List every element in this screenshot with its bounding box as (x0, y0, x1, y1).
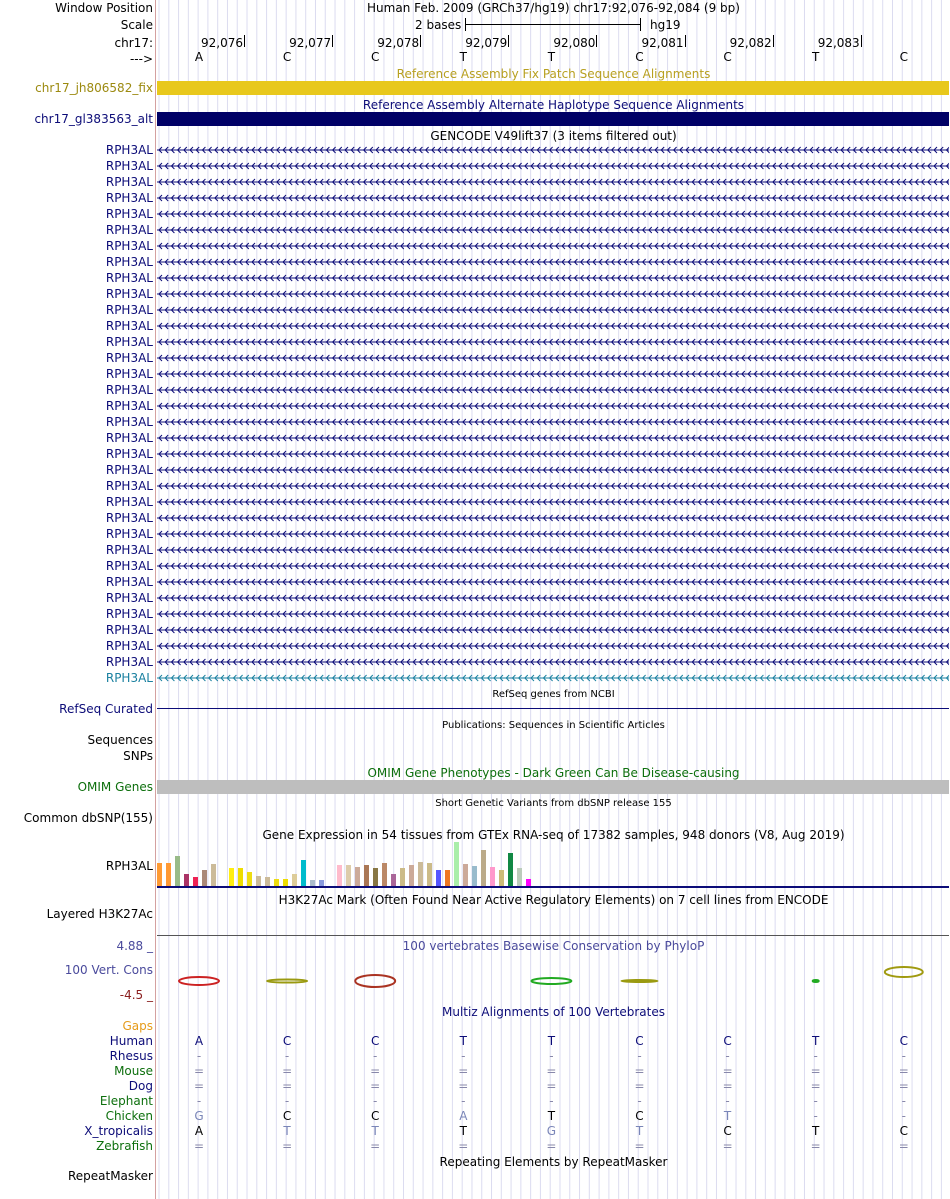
multiz-aligned-base: C (370, 1034, 380, 1048)
gencode-transcript-label[interactable]: RPH3AL (105, 367, 153, 381)
gencode-transcript-line[interactable] (157, 319, 949, 333)
omim-gene-bar[interactable] (157, 780, 949, 794)
multiz-aligned-base: T (371, 1124, 379, 1138)
gtex-tissue-bar[interactable] (247, 872, 252, 886)
multiz-species-label[interactable]: Elephant (99, 1094, 153, 1108)
gencode-transcript-line[interactable] (157, 463, 949, 477)
gtex-tissue-bar[interactable] (175, 856, 180, 886)
gencode-transcript-line[interactable] (157, 559, 949, 573)
gencode-transcript-label[interactable]: RPH3AL (105, 623, 153, 637)
reference-base: C (635, 50, 644, 64)
h3k27ac-track-title[interactable]: H3K27Ac Mark (Often Found Near Active Regulatory Elements) on 7 cell lines from ENCODE (278, 893, 829, 907)
gtex-tissue-bar[interactable] (400, 868, 405, 886)
gtex-track-title[interactable]: Gene Expression in 54 tissues from GTEx RNA-seq of 17382 samples, 948 donors (V8, Aug 2019) (262, 828, 845, 842)
multiz-aligned-base: = (722, 1079, 733, 1093)
ruler-position-label: 92,081 (641, 36, 684, 50)
multiz-aligned-base: C (282, 1034, 292, 1048)
reference-base: T (459, 50, 467, 64)
multiz-aligned-base: C (282, 1109, 292, 1123)
multiz-aligned-base: T (635, 1124, 644, 1138)
multiz-aligned-base: = (810, 1139, 821, 1153)
gencode-transcript-line[interactable] (157, 447, 949, 461)
strand-label: ---> (129, 52, 153, 66)
gencode-transcript-label[interactable]: RPH3AL (105, 607, 153, 621)
multiz-aligned-base: - (196, 1094, 202, 1108)
multiz-aligned-base: = (282, 1064, 293, 1078)
gencode-transcript-label[interactable]: RPH3AL (105, 495, 153, 509)
multiz-aligned-base: = (634, 1139, 645, 1153)
gtex-tissue-bar[interactable] (256, 876, 261, 886)
multiz-aligned-base: - (813, 1109, 818, 1123)
h3k27ac-baseline (157, 935, 949, 936)
phylop-track-title[interactable]: 100 vertebrates Basewise Conservation by PhyloP (402, 939, 705, 953)
gencode-transcript-label[interactable]: RPH3AL (105, 207, 153, 221)
multiz-gaps-label[interactable]: Gaps (122, 1019, 153, 1033)
chrom-label: chr17: (114, 36, 153, 50)
gencode-transcript-line[interactable] (157, 415, 949, 429)
multiz-aligned-base: T (547, 1034, 556, 1048)
gtex-tissue-bar[interactable] (436, 870, 441, 886)
multiz-aligned-base: - (373, 1049, 378, 1063)
multiz-aligned-base: = (546, 1139, 557, 1153)
gtex-gene-baseline (157, 886, 949, 888)
gencode-track-title[interactable]: GENCODE V49lift37 (3 items filtered out) (430, 129, 677, 143)
gencode-transcript-label[interactable]: RPH3AL (105, 639, 153, 653)
gencode-transcript-label[interactable]: RPH3AL (105, 591, 153, 605)
ruler-tick (685, 35, 686, 47)
multiz-aligned-base: = (810, 1064, 821, 1078)
gtex-tissue-bar[interactable] (481, 850, 486, 886)
multiz-aligned-base: = (898, 1064, 909, 1078)
gencode-transcript-line[interactable] (157, 623, 949, 637)
gtex-tissue-bar[interactable] (427, 863, 432, 886)
gtex-tissue-bar[interactable] (463, 864, 468, 886)
reference-base: C (899, 50, 908, 64)
gencode-transcript-line[interactable] (157, 527, 949, 541)
scale-bar-right-end (640, 18, 641, 31)
multiz-aligned-base: = (370, 1064, 381, 1078)
multiz-aligned-base: - (373, 1094, 378, 1108)
gencode-transcript-label[interactable]: RPH3AL (105, 431, 153, 445)
gtex-tissue-bar[interactable] (508, 853, 513, 886)
gtex-tissue-bar[interactable] (166, 863, 171, 886)
multiz-aligned-base: = (634, 1064, 645, 1078)
refseq-label[interactable]: RefSeq Curated (59, 702, 153, 716)
scale-label: Scale (120, 18, 153, 32)
gtex-tissue-bar[interactable] (193, 877, 198, 886)
gtex-tissue-bar[interactable] (229, 868, 234, 886)
gencode-transcript-label[interactable]: RPH3AL (105, 239, 153, 253)
multiz-aligned-base: - (725, 1094, 730, 1108)
gencode-transcript-line[interactable] (157, 255, 949, 269)
dbsnp-label[interactable]: Common dbSNP(155) (23, 811, 153, 825)
gtex-tissue-bar[interactable] (382, 863, 387, 886)
phylop-label[interactable]: 100 Vert. Cons (64, 963, 153, 977)
publications-sequences-label[interactable]: Sequences (87, 733, 153, 747)
multiz-aligned-base: = (722, 1064, 733, 1078)
multiz-aligned-base: = (898, 1139, 909, 1153)
multiz-aligned-base: C (370, 1109, 380, 1123)
gtex-tissue-bar[interactable] (184, 874, 189, 886)
scale-bases-text: 2 bases (415, 18, 462, 32)
gencode-transcript-label[interactable]: RPH3AL (105, 159, 153, 173)
refseq-track-title[interactable]: RefSeq genes from NCBI (492, 689, 615, 700)
window-position-value: Human Feb. 2009 (GRCh37/hg19) chr17:92,076-92,084 (9 bp) (367, 1, 740, 15)
multiz-aligned-base: - (284, 1094, 290, 1108)
scale-bar (465, 24, 641, 25)
gencode-transcript-line[interactable] (157, 383, 949, 397)
multiz-aligned-base: C (723, 1034, 732, 1048)
gencode-transcript-label[interactable]: RPH3AL (105, 191, 153, 205)
gtex-tissue-bar[interactable] (490, 867, 495, 886)
gtex-tissue-bar[interactable] (445, 870, 450, 886)
multiz-aligned-base: T (723, 1109, 732, 1123)
gencode-transcript-label[interactable]: RPH3AL (105, 143, 153, 157)
gencode-transcript-label[interactable]: RPH3AL (105, 335, 153, 349)
multiz-aligned-base: A (194, 1124, 204, 1138)
multiz-aligned-base: - (813, 1094, 818, 1108)
gencode-transcript-line[interactable] (157, 639, 949, 653)
multiz-aligned-base: = (193, 1079, 205, 1093)
ruler-position-label: 92,078 (377, 36, 420, 50)
ruler-tick (596, 35, 597, 47)
gtex-tissue-bar[interactable] (265, 877, 270, 886)
gencode-transcript-line[interactable] (157, 239, 949, 253)
gencode-transcript-label[interactable]: RPH3AL (105, 223, 153, 237)
gtex-tissue-bar[interactable] (472, 866, 477, 886)
gencode-transcript-line[interactable] (157, 607, 949, 621)
reference-base: T (812, 50, 820, 64)
gencode-transcript-label[interactable]: RPH3AL (105, 415, 153, 429)
multiz-aligned-base: = (370, 1139, 381, 1153)
ruler-tick (420, 35, 421, 47)
multiz-aligned-base: T (812, 1034, 820, 1048)
gencode-transcript-line[interactable] (157, 575, 949, 589)
multiz-species-label[interactable]: Zebrafish (96, 1139, 153, 1153)
gtex-tissue-bar[interactable] (238, 868, 243, 886)
gtex-tissue-bar[interactable] (292, 874, 297, 886)
phylop-logo-glyph (622, 980, 658, 982)
multiz-species-label[interactable]: Rhesus (109, 1049, 153, 1063)
gencode-transcript-label[interactable]: RPH3AL (105, 527, 153, 541)
gencode-transcript-label[interactable]: RPH3AL (105, 175, 153, 189)
gencode-transcript-line[interactable] (157, 303, 949, 317)
ruler-position-label: 92,082 (729, 36, 772, 50)
gencode-transcript-label[interactable]: RPH3AL (105, 511, 153, 525)
alt-haplotype-alignment-bar[interactable] (157, 112, 949, 126)
ruler-tick (244, 35, 245, 47)
gtex-tissue-bar[interactable] (274, 879, 279, 886)
multiz-aligned-base: = (810, 1079, 821, 1093)
multiz-aligned-base: - (725, 1049, 730, 1063)
multiz-aligned-base: - (461, 1094, 466, 1108)
gencode-transcript-line[interactable] (157, 367, 949, 381)
gtex-tissue-bar[interactable] (283, 879, 288, 886)
multiz-aligned-base: = (370, 1079, 381, 1093)
gencode-transcript-line[interactable] (157, 591, 949, 605)
ruler-position-label: 92,083 (817, 36, 860, 50)
label-column-divider (155, 0, 156, 1199)
gencode-transcript-label[interactable]: RPH3AL (105, 351, 153, 365)
phylop-max-value: 4.88 _ (116, 939, 153, 953)
omim-label[interactable]: OMIM Genes (77, 780, 153, 794)
multiz-aligned-base: C (723, 1124, 732, 1138)
phylop-logo-glyph (885, 967, 923, 977)
reference-base: A (194, 50, 204, 64)
ruler-position-label: 92,077 (289, 36, 332, 50)
multiz-aligned-base: = (193, 1064, 205, 1078)
gencode-transcript-line[interactable] (157, 143, 949, 157)
gencode-transcript-label[interactable]: RPH3AL (105, 447, 153, 461)
phylop-logo-glyph (179, 977, 219, 985)
multiz-aligned-base: T (459, 1124, 467, 1138)
reference-base: C (370, 50, 380, 64)
gencode-transcript-label[interactable]: RPH3AL (105, 543, 153, 557)
gencode-transcript-line[interactable] (157, 431, 949, 445)
multiz-aligned-base: C (899, 1124, 908, 1138)
alt-haplotype-track-title[interactable]: Reference Assembly Alternate Haplotype Sequence Alignments (362, 98, 745, 112)
gencode-transcript-line[interactable] (157, 159, 949, 173)
gencode-transcript-line[interactable] (157, 399, 949, 413)
multiz-aligned-base: - (461, 1049, 466, 1063)
gencode-transcript-label[interactable]: RPH3AL (105, 575, 153, 589)
gencode-transcript-line[interactable] (157, 351, 949, 365)
multiz-aligned-base: C (635, 1109, 644, 1123)
gencode-transcript-line[interactable] (157, 175, 949, 189)
multiz-aligned-base: = (282, 1139, 293, 1153)
multiz-aligned-base: T (283, 1124, 291, 1138)
ruler-position-label: 92,080 (553, 36, 596, 50)
multiz-aligned-base: - (284, 1049, 290, 1063)
gtex-tissue-bar[interactable] (454, 842, 459, 886)
multiz-aligned-base: - (901, 1049, 906, 1063)
multiz-aligned-base: - (549, 1094, 554, 1108)
gtex-tissue-bar[interactable] (373, 868, 378, 886)
gencode-transcript-line[interactable] (157, 655, 949, 669)
multiz-aligned-base: - (637, 1094, 642, 1108)
gencode-transcript-label[interactable]: RPH3AL (105, 287, 153, 301)
ruler-position-label: 92,079 (465, 36, 508, 50)
multiz-aligned-base: = (546, 1064, 557, 1078)
gencode-transcript-label[interactable]: RPH3AL (105, 255, 153, 269)
gencode-transcript-label[interactable]: RPH3AL (105, 463, 153, 477)
gtex-tissue-bar[interactable] (409, 865, 414, 886)
gencode-transcript-label[interactable]: RPH3AL (105, 319, 153, 333)
fix-patch-alignment-bar[interactable] (157, 81, 949, 95)
alt-haplotype-label[interactable]: chr17_gl383563_alt (34, 112, 153, 126)
ruler-tick (773, 35, 774, 47)
gtex-tissue-bar[interactable] (301, 860, 306, 886)
gtex-tissue-bar[interactable] (499, 870, 504, 886)
gtex-tissue-bar[interactable] (355, 867, 360, 886)
phylop-logo-glyph (267, 980, 307, 983)
multiz-aligned-base: - (549, 1049, 554, 1063)
reference-base: T (547, 50, 556, 64)
gtex-tissue-bar[interactable] (346, 865, 351, 886)
repeatmasker-label[interactable]: RepeatMasker (67, 1169, 153, 1183)
multiz-aligned-base: T (812, 1124, 820, 1138)
multiz-aligned-base: A (459, 1109, 468, 1123)
gencode-transcript-line[interactable] (157, 271, 949, 285)
omim-track-title[interactable]: OMIM Gene Phenotypes - Dark Green Can Be Disease-causing (367, 766, 740, 780)
gencode-transcript-label[interactable]: RPH3AL (105, 399, 153, 413)
multiz-aligned-base: = (898, 1079, 909, 1093)
ruler-tick (861, 35, 862, 47)
gtex-tissue-bar[interactable] (418, 862, 423, 886)
gtex-tissue-bar[interactable] (337, 865, 342, 886)
multiz-aligned-base: - (196, 1049, 202, 1063)
gencode-transcript-line[interactable] (157, 191, 949, 205)
phylop-min-value: -4.5 _ (119, 988, 153, 1002)
multiz-species-label[interactable]: Mouse (114, 1064, 153, 1078)
gtex-tissue-bar[interactable] (364, 865, 369, 886)
fix-patch-label[interactable]: chr17_jh806582_fix (35, 81, 153, 95)
multiz-aligned-base: - (813, 1049, 818, 1063)
multiz-species-label[interactable]: Human (109, 1034, 153, 1048)
phylop-sequence-logos[interactable] (157, 960, 949, 1000)
ruler-tick (508, 35, 509, 47)
multiz-aligned-base: G (546, 1124, 557, 1138)
gtex-label[interactable]: RPH3AL (105, 859, 153, 873)
gtex-tissue-bar[interactable] (157, 863, 162, 886)
multiz-aligned-base: = (634, 1079, 645, 1093)
gencode-transcript-label[interactable]: RPH3AL (105, 559, 153, 573)
gtex-tissue-bar[interactable] (391, 874, 396, 886)
multiz-aligned-base: = (722, 1139, 733, 1153)
multiz-aligned-base: C (899, 1034, 908, 1048)
multiz-aligned-base: - (901, 1094, 906, 1108)
fix-patch-track-title[interactable]: Reference Assembly Fix Patch Sequence Alignments (396, 67, 711, 81)
gencode-transcript-line[interactable] (157, 223, 949, 237)
gencode-transcript-line[interactable] (157, 543, 949, 557)
phylop-logo-glyph (531, 978, 571, 984)
scale-assembly-text: hg19 (650, 18, 681, 32)
h3k27ac-label[interactable]: Layered H3K27Ac (46, 907, 153, 921)
gencode-transcript-line[interactable] (157, 511, 949, 525)
multiz-track-title[interactable]: Multiz Alignments of 100 Vertebrates (441, 1005, 666, 1019)
multiz-aligned-base: - (901, 1109, 906, 1123)
multiz-aligned-base: T (459, 1034, 467, 1048)
repeatmasker-track-title[interactable]: Repeating Elements by RepeatMasker (439, 1155, 668, 1169)
gencode-transcript-line[interactable] (157, 207, 949, 221)
gencode-transcript-label[interactable]: RPH3AL (105, 383, 153, 397)
multiz-aligned-base: A (194, 1034, 204, 1048)
gtex-tissue-bar[interactable] (211, 864, 216, 886)
ruler-tick (332, 35, 333, 47)
multiz-aligned-base: G (194, 1109, 204, 1123)
window-position-label: Window Position (55, 1, 153, 15)
dbsnp-track-title[interactable]: Short Genetic Variants from dbSNP release 155 (435, 798, 672, 809)
multiz-aligned-base: = (193, 1139, 205, 1153)
gencode-transcript-label[interactable]: RPH3AL (105, 303, 153, 317)
publications-track-title[interactable]: Publications: Sequences in Scientific Articles (442, 720, 665, 731)
gencode-transcript-label[interactable]: RPH3AL (105, 655, 153, 669)
multiz-aligned-base: = (458, 1064, 469, 1078)
gencode-transcript-line[interactable] (157, 495, 949, 509)
refseq-intron-line[interactable] (157, 708, 949, 709)
multiz-aligned-base: = (282, 1079, 293, 1093)
phylop-logo-glyph (813, 980, 819, 982)
gencode-transcript-label[interactable]: RPH3AL (105, 671, 153, 685)
gencode-transcript-line[interactable] (157, 671, 949, 685)
multiz-aligned-base: C (635, 1034, 644, 1048)
multiz-aligned-base: = (458, 1079, 469, 1093)
publications-snps-label[interactable]: SNPs (123, 749, 153, 763)
multiz-aligned-base: - (637, 1049, 642, 1063)
gtex-tissue-bar[interactable] (526, 879, 531, 886)
phylop-logo-glyph (355, 975, 395, 987)
multiz-species-label[interactable]: Chicken (105, 1109, 153, 1123)
multiz-aligned-base: T (547, 1109, 556, 1123)
multiz-species-label[interactable]: X_tropicalis (84, 1124, 153, 1138)
gencode-transcript-label[interactable]: RPH3AL (105, 271, 153, 285)
ruler-position-label: 92,076 (201, 36, 243, 50)
gencode-transcript-line[interactable] (157, 287, 949, 301)
gencode-transcript-line[interactable] (157, 335, 949, 349)
gencode-transcript-label[interactable]: RPH3AL (105, 479, 153, 493)
multiz-species-label[interactable]: Dog (128, 1079, 153, 1093)
multiz-aligned-base: = (458, 1139, 469, 1153)
gencode-transcript-line[interactable] (157, 479, 949, 493)
gtex-expression-bars[interactable] (157, 842, 537, 886)
scale-bar-left-end (465, 18, 466, 31)
gtex-tissue-bar[interactable] (517, 868, 522, 886)
reference-base: C (723, 50, 732, 64)
reference-base: C (282, 50, 292, 64)
gtex-tissue-bar[interactable] (202, 870, 207, 886)
multiz-aligned-base: = (546, 1079, 557, 1093)
